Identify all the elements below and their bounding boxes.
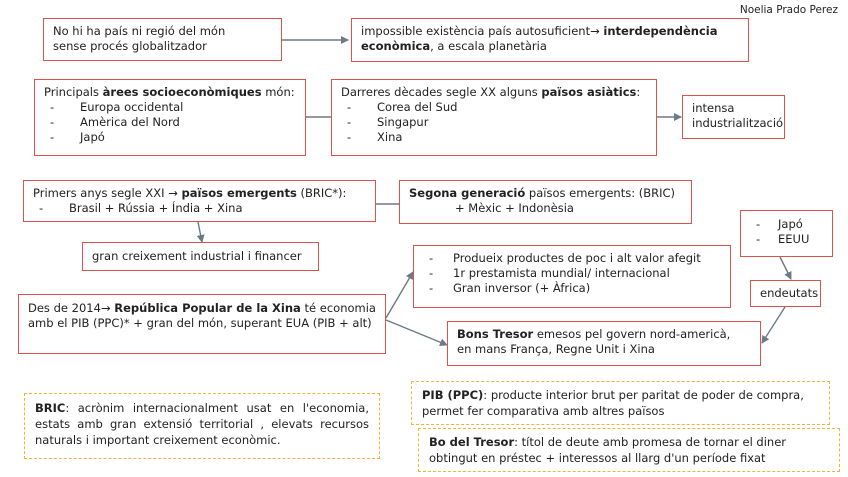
list-item: - EEUU <box>756 232 810 246</box>
box-endeutats-text: endeutats <box>760 286 819 300</box>
note-pib-post: : producte interior brut per paritat de poder de compra, permet fer comparativa amb altres països <box>422 388 804 418</box>
note-bo-post: : títol de deute amb promesa de tornar el diner obtingut en préstec + interessos al llarg d'un període fixat <box>429 435 787 465</box>
box-segona-post: països emergents: (BRIC) <box>525 186 676 200</box>
list-item: - Brasil + Rússia + Índia + Xina <box>39 201 243 215</box>
box-asia-bold: països asiàtics <box>541 85 637 99</box>
list-item: - Gran inversor (+ Àfrica) <box>429 281 591 295</box>
arrow-japanus-endeutats <box>780 257 791 279</box>
list-item: - Singapur <box>347 115 429 129</box>
box-endeutats <box>750 280 821 307</box>
box-china-2014-bold: República Popular de la Xina <box>114 301 301 315</box>
box-bons-bold: Bons Tresor <box>457 327 534 341</box>
box-areas-post: món: <box>261 85 295 99</box>
box-second-generation <box>399 180 692 224</box>
box-areas-pre: Principals <box>44 85 103 99</box>
box-segona-line2: + Mèxic + Indonèsia <box>455 201 574 215</box>
note-bric-post: : acrònim internacionalment usat en l'economia, estats amb gran extensió territorial , elevats recursos naturals i important creixement econòmic. <box>35 401 369 447</box>
box-china-2014 <box>18 294 386 354</box>
box-asian-countries <box>331 79 657 156</box>
box-areas <box>34 79 306 156</box>
note-bric <box>24 393 380 459</box>
box-interdependence <box>351 18 749 62</box>
box-areas-bold: àrees socioeconòmiques <box>102 85 262 99</box>
arrow-emergents-creixement <box>198 222 202 242</box>
arrow-china-bons <box>386 320 447 345</box>
box-interdep-post: , a escala planetària <box>430 39 547 53</box>
box-no-country-line2: sense procés globalitzador <box>53 39 207 53</box>
box-bons-line2: en mans França, Regne Unit i Xina <box>457 342 655 356</box>
arrow-endeutats-bons <box>762 307 785 343</box>
box-industrial-line1: intensa <box>692 101 735 115</box>
list-item: - Amèrica del Nord <box>50 115 180 129</box>
note-pib-bold: PIB (PPC) <box>422 388 484 402</box>
box-no-country <box>43 18 282 61</box>
box-interdep-pre: impossible existència país autosuficient→ <box>361 24 604 38</box>
box-no-country-line1: No hi ha país ni regió del món <box>53 24 226 38</box>
box-emergents-post: (BRIC*): <box>296 186 347 200</box>
list-item: - Produeix productes de poc i alt valor afegit <box>429 251 701 265</box>
list-item: - Japó <box>756 217 803 231</box>
box-interdep-bold: interdependència econòmica <box>361 24 718 53</box>
note-bo-bold: Bo del Tresor <box>429 435 515 449</box>
box-industrial-line2: industrialització <box>692 116 784 130</box>
box-japan-usa <box>740 210 833 257</box>
box-asia-pre: Darreres dècades segle XX alguns <box>341 85 542 99</box>
list-item: - Europa occidental <box>50 100 184 114</box>
box-emergents-bold: països emergents <box>181 186 297 200</box>
box-china-2014-post: té economia amb el PIB (PPC)* + gran del món, superant EUA (PIB + alt) <box>28 301 376 330</box>
box-industrialization <box>682 95 785 139</box>
box-segona-bold: Segona generació <box>409 186 526 200</box>
arrow-china-role <box>386 272 413 318</box>
box-growth <box>82 242 319 271</box>
author-name: Noelia Prado Perez <box>739 4 838 16</box>
box-bons-post: emesos pel govern nord-americà, <box>533 327 731 341</box>
note-pib <box>411 381 830 425</box>
note-bric-bold: BRIC <box>35 401 66 415</box>
list-item: - 1r prestamista mundial/ internacional <box>429 266 670 280</box>
box-china-2014-pre: Des de 2014→ <box>28 301 115 315</box>
box-asia-post: : <box>636 85 641 99</box>
list-item: - Xina <box>347 130 403 144</box>
list-item: - Corea del Sud <box>347 100 458 114</box>
box-china-role <box>413 245 731 308</box>
box-treasury-bonds <box>447 321 761 366</box>
box-emergents-pre: Primers anys segle XXI → <box>33 186 182 200</box>
note-treasury-bond <box>418 428 840 472</box>
list-item: - Japó <box>50 130 105 144</box>
box-emergents <box>23 180 376 222</box>
box-growth-text: gran creixement industrial i financer <box>92 249 302 263</box>
